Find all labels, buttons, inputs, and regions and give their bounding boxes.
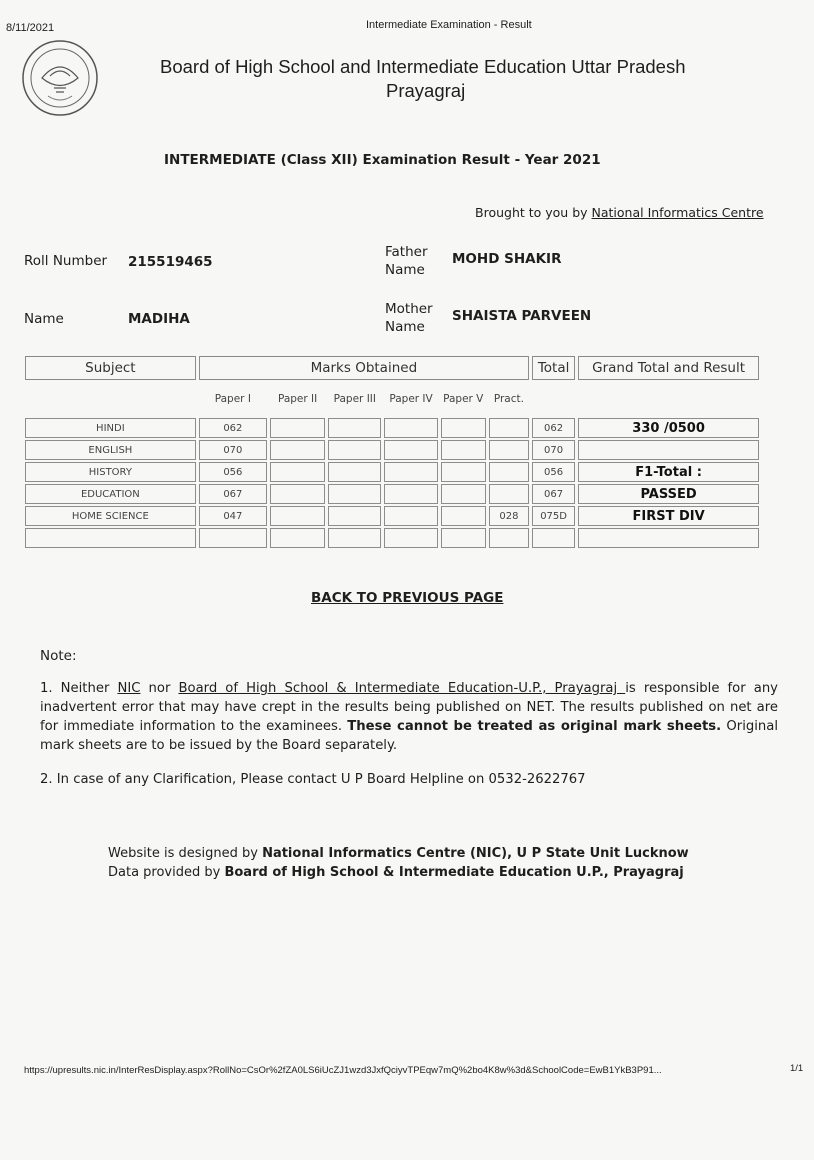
empty-cell: [25, 528, 196, 548]
empty-cell: [270, 462, 325, 482]
name-value: MADIHA: [128, 311, 190, 327]
result-cell: [578, 440, 759, 460]
empty-cell: [441, 462, 486, 482]
pract-cell: 028: [489, 506, 529, 526]
total-cell: 067: [532, 484, 575, 504]
note-text: Original mark sheets are to be issued by the Board separately.: [40, 719, 779, 753]
empty-cell: [384, 440, 437, 460]
empty-cell: [384, 484, 437, 504]
table-row: [25, 462, 759, 482]
paper-header: Paper V: [443, 393, 484, 405]
father-name-label: [385, 243, 428, 279]
empty-cell: [384, 462, 437, 482]
board-city: Prayagraj: [386, 80, 466, 101]
print-page-title: Intermediate Examination - Result: [366, 19, 532, 31]
pract-cell: [489, 462, 529, 482]
roll-number-label: Roll Number: [24, 253, 108, 269]
empty-cell: [270, 506, 325, 526]
credits-text: Data provided by: [108, 865, 225, 880]
result-cell: F1-Total :: [578, 462, 759, 482]
exam-title: INTERMEDIATE (Class XII) Examination Result - Year 2021: [164, 152, 601, 168]
subject-cell: EDUCATION: [25, 484, 196, 504]
empty-cell: [384, 528, 437, 548]
paper1-cell: 070: [199, 440, 267, 460]
credits-line-1: [108, 844, 689, 863]
note-heading: Note:: [40, 648, 77, 664]
empty-cell: [441, 484, 486, 504]
name-label: Name: [24, 311, 64, 327]
table-row-empty: [25, 528, 759, 548]
board-name: Board of High School and Intermediate Education Uttar Pradesh: [160, 56, 686, 77]
empty-cell: [489, 528, 529, 548]
paper-header: Paper IV: [389, 393, 433, 405]
empty-cell: [199, 528, 267, 548]
paper-header: Paper I: [214, 393, 251, 405]
nic-note-link[interactable]: NIC: [117, 681, 141, 696]
subject-cell: HISTORY: [25, 462, 196, 482]
empty-cell: [328, 440, 381, 460]
table-header-row: [25, 356, 759, 380]
total-cell: 062: [532, 418, 575, 438]
empty-cell: [328, 462, 381, 482]
paper1-cell: 067: [199, 484, 267, 504]
empty-cell: [532, 528, 575, 548]
pract-cell: [489, 440, 529, 460]
empty-cell: [270, 418, 325, 438]
mother-label-line2: Name: [385, 319, 425, 335]
credits-nic: National Informatics Centre (NIC), U P State Unit Lucknow: [262, 846, 689, 861]
empty-cell: [270, 440, 325, 460]
paper-header: Paper II: [277, 393, 318, 405]
blank-cell: [578, 382, 759, 416]
empty-cell: [441, 418, 486, 438]
table-row: [25, 440, 759, 460]
board-note-link[interactable]: Board of High School & Intermediate Education-U.P., Prayagraj: [178, 681, 626, 696]
grand-total-cell: 330 /0500: [578, 418, 759, 438]
nic-link[interactable]: National Informatics Centre: [591, 205, 764, 220]
mother-name-label: [385, 300, 433, 336]
subject-cell: HINDI: [25, 418, 196, 438]
total-cell: 056: [532, 462, 575, 482]
mother-name-value: SHAISTA PARVEEN: [452, 308, 592, 324]
roll-number-value: 215519465: [128, 254, 213, 270]
mother-label-line1: Mother: [385, 301, 433, 317]
table-row: [25, 506, 759, 526]
blank-cell: [25, 382, 196, 416]
empty-cell: [270, 484, 325, 504]
paper-header: Pract.: [493, 393, 524, 405]
paper-header-row: [25, 382, 759, 416]
empty-cell: [328, 528, 381, 548]
father-label-line1: Father: [385, 244, 428, 260]
pract-cell: [489, 418, 529, 438]
paper-header: Paper III: [333, 393, 377, 405]
note-paragraph-2: 2. In case of any Clarification, Please contact U P Board Helpline on 0532-2622767: [40, 772, 586, 787]
credits-board: Board of High School & Intermediate Education U.P., Prayagraj: [224, 865, 684, 880]
subject-cell: ENGLISH: [25, 440, 196, 460]
division-cell: FIRST DIV: [578, 506, 759, 526]
credits-line-2: [108, 863, 689, 882]
note-paragraph-1: [40, 679, 778, 755]
note-bold-text: These cannot be treated as original mark sheets.: [347, 719, 722, 734]
paper1-cell: 062: [199, 418, 267, 438]
credits-footer: [108, 844, 689, 882]
print-date: 8/11/2021: [6, 22, 55, 34]
subject-cell: HOME SCIENCE: [25, 506, 196, 526]
father-label-line2: Name: [385, 262, 425, 278]
empty-cell: [328, 506, 381, 526]
print-url: https://upresults.nic.in/InterResDisplay.aspx?RollNo=CsOr%2fZA0LS6iUcZJ1wzd3JxfQciyvTPEqw7mQ%2bo4K8w%3d&SchoolCode=EwB1YkB3P91...: [24, 1065, 662, 1076]
credits-text: Website is designed by: [108, 846, 263, 861]
empty-cell: [328, 484, 381, 504]
empty-cell: [578, 528, 759, 548]
paper1-cell: 056: [199, 462, 267, 482]
marks-header: Marks Obtained: [199, 356, 529, 380]
note-text: 1. Neither: [40, 681, 118, 696]
brought-by-text: Brought to you by: [475, 205, 592, 220]
brought-by: [475, 205, 764, 220]
total-cell: 070: [532, 440, 575, 460]
up-government-seal-icon: [20, 38, 100, 118]
empty-cell: [441, 506, 486, 526]
print-page-number: 1/1: [790, 1063, 804, 1074]
table-row: [25, 418, 759, 438]
back-to-previous-page-link[interactable]: BACK TO PREVIOUS PAGE: [311, 590, 504, 606]
total-header: Total: [532, 356, 575, 380]
subject-header: Subject: [25, 356, 196, 380]
blank-cell: [532, 382, 575, 416]
empty-cell: [441, 440, 486, 460]
empty-cell: [384, 418, 437, 438]
empty-cell: [441, 528, 486, 548]
total-cell: 075D: [532, 506, 575, 526]
note-text: nor: [140, 681, 179, 696]
pract-cell: [489, 484, 529, 504]
marks-table: [22, 354, 762, 550]
empty-cell: [384, 506, 437, 526]
empty-cell: [270, 528, 325, 548]
father-name-value: MOHD SHAKIR: [452, 251, 562, 267]
table-row: [25, 484, 759, 504]
paper1-cell: 047: [199, 506, 267, 526]
empty-cell: [328, 418, 381, 438]
result-status-cell: PASSED: [578, 484, 759, 504]
note-text: is responsible for any inadvertent error that may have crept in the results being published on NET. The results published on net are for immediate information to the examinees.: [40, 681, 778, 734]
grand-total-header: Grand Total and Result: [578, 356, 759, 380]
